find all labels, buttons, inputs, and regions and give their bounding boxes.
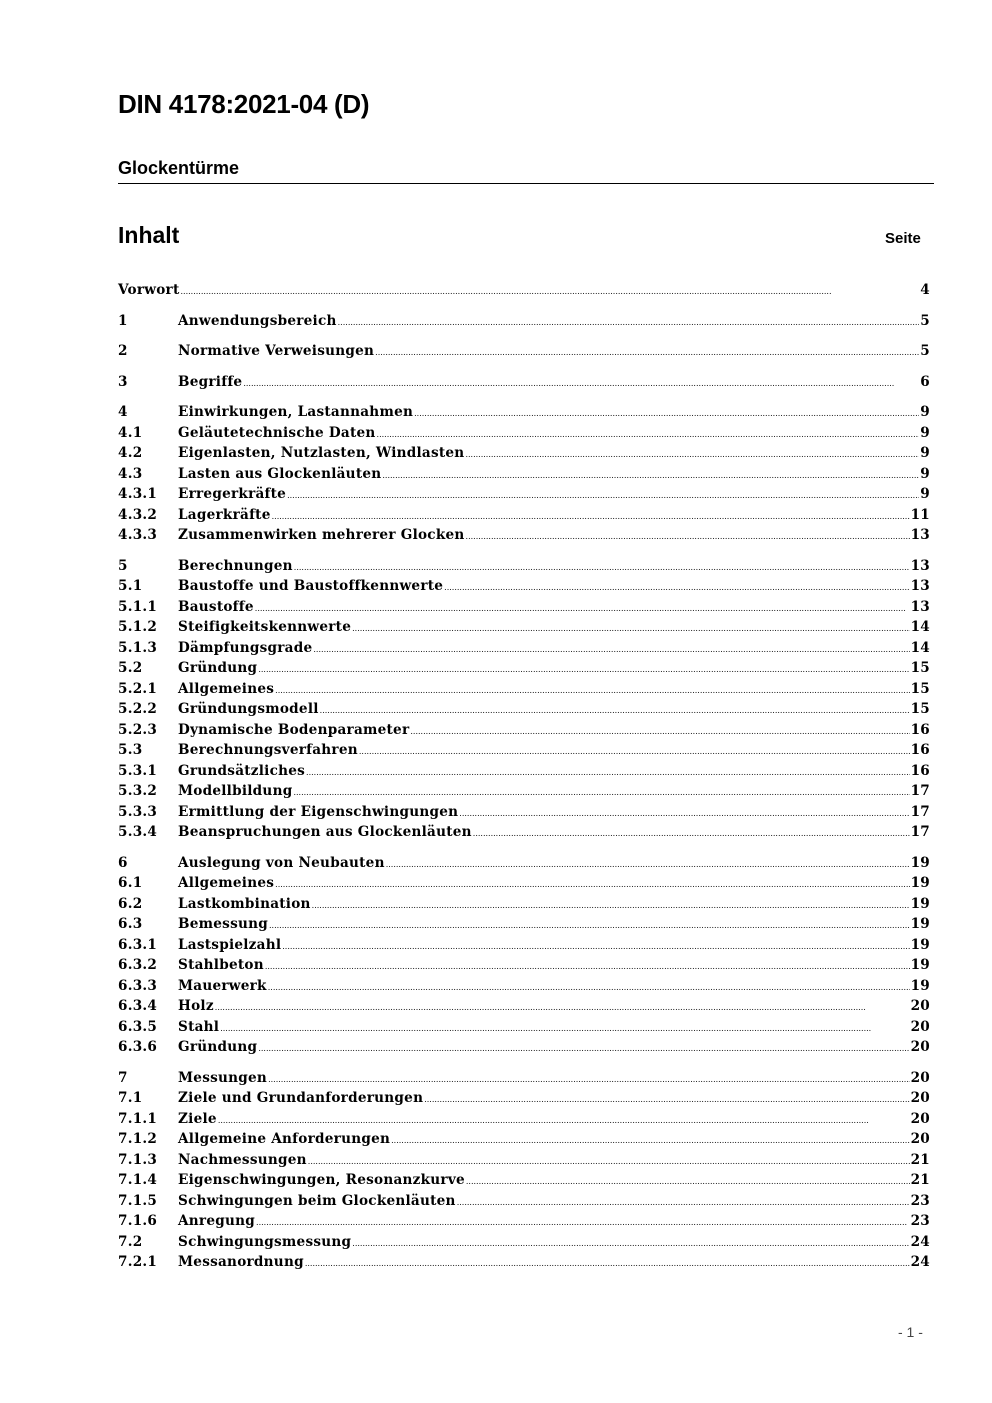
toc-entry-page: 16	[910, 721, 930, 738]
toc-entry-title: Zusammenwirken mehrerer Glocken	[178, 527, 465, 543]
toc-entry-page: 20	[910, 1039, 930, 1055]
document-subtitle: Glockentürme	[118, 158, 240, 178]
document-id: DIN 4178:2021-04 (D)	[118, 89, 370, 119]
toc-dot-leader	[308, 1150, 910, 1173]
toc-entry-number: 5.3.1	[118, 762, 158, 779]
toc-entry-number: 5.2.1	[118, 680, 158, 697]
toc-entry-number: 7.1.5	[118, 1192, 158, 1209]
toc-entry-page: 17	[910, 783, 930, 799]
toc-entry-number: 7.1.6	[118, 1213, 158, 1229]
toc-entry-page: 9	[920, 424, 930, 441]
toc-entry-page: 20	[910, 1018, 930, 1035]
toc-entry-page: 17	[910, 803, 930, 820]
toc-entry-title: Lastspielzahl	[178, 936, 282, 953]
toc-dot-leader	[312, 894, 910, 917]
toc-entry-number: 4.3.1	[118, 486, 158, 502]
toc-entry-title: Beanspruchungen aus Glockenläuten	[178, 824, 472, 840]
toc-entry-number: 3	[118, 373, 128, 390]
toc-entry[interactable]	[118, 955, 930, 976]
toc-entry-title: Lagerkräfte	[178, 506, 271, 523]
toc-entry-title: Erregerkräfte	[178, 486, 287, 502]
toc-entry[interactable]	[118, 761, 930, 782]
toc-entry[interactable]	[118, 914, 930, 935]
toc-entry[interactable]	[118, 853, 930, 874]
toc-dot-leader	[243, 372, 919, 395]
toc-entry[interactable]	[118, 464, 930, 485]
toc-entry[interactable]	[118, 402, 930, 423]
toc-dot-leader	[256, 1211, 910, 1234]
toc-dot-leader	[272, 505, 910, 528]
toc-entry-page: 13	[910, 578, 930, 594]
toc-dot-leader	[457, 1191, 910, 1214]
toc-entry-page: 20	[910, 998, 930, 1014]
toc-entry-title: Gründung	[178, 1039, 258, 1055]
toc-entry-title: Nachmessungen	[178, 1151, 307, 1168]
toc-entry[interactable]	[118, 822, 930, 843]
toc-dot-leader	[473, 822, 910, 845]
toc-entry-number: 7.1.2	[118, 1131, 158, 1147]
toc-entry-title: Berechnungen	[178, 557, 293, 574]
toc-dot-leader	[466, 525, 910, 548]
toc-entry[interactable]	[118, 679, 930, 700]
toc-entry[interactable]	[118, 1191, 930, 1212]
toc-entry-number: 6.3.1	[118, 936, 158, 953]
toc-entry-page: 14	[910, 639, 930, 656]
toc-dot-leader	[293, 781, 909, 804]
toc-entry[interactable]	[118, 976, 930, 997]
toc-dot-leader	[313, 638, 909, 661]
toc-entry-page: 9	[920, 404, 930, 420]
toc-dot-leader	[258, 658, 909, 681]
toc-entry[interactable]	[118, 597, 930, 618]
toc-entry-number: 5.3.3	[118, 803, 158, 820]
toc-entry-title: Allgemeine Anforderungen	[178, 1131, 391, 1147]
toc-entry-page: 19	[910, 957, 930, 973]
toc-dot-leader	[215, 996, 910, 1019]
toc-entry-page: 5	[920, 343, 930, 359]
toc-entry-number: 4.3.2	[118, 506, 158, 523]
toc-entry-title: Holz	[178, 998, 214, 1014]
toc-entry-page: 19	[910, 875, 930, 891]
toc-entry[interactable]	[118, 1088, 930, 1109]
toc-entry-title: Baustoffe	[178, 598, 254, 615]
toc-entry[interactable]	[118, 505, 930, 526]
toc-entry[interactable]	[118, 1150, 930, 1171]
toc-entry-page: 15	[910, 680, 930, 697]
toc-dot-leader	[359, 740, 910, 763]
toc-entry[interactable]	[118, 802, 930, 823]
toc-dot-leader	[306, 761, 910, 784]
toc-dot-leader	[338, 311, 920, 334]
toc-entry-number: 4.1	[118, 424, 143, 441]
toc-entry-title: Dämpfungsgrade	[178, 639, 313, 656]
toc-dot-leader	[268, 976, 910, 999]
toc-entry[interactable]	[118, 1252, 930, 1273]
toc-dot-leader	[255, 597, 910, 620]
toc-dot-leader	[265, 955, 910, 978]
toc-entry-page: 17	[910, 824, 930, 840]
toc-entry-title: Dynamische Bodenparameter	[178, 721, 410, 738]
toc-entry-title: Steifigkeitskennwerte	[178, 619, 352, 635]
toc-entry-number: 5.1.2	[118, 619, 158, 635]
page-number: - 1 -	[898, 1324, 923, 1340]
toc-dot-leader	[459, 802, 909, 825]
toc-entry-page: 23	[910, 1213, 930, 1229]
toc-entry[interactable]	[118, 311, 930, 332]
toc-entry-title: Auslegung von Neubauten	[178, 854, 385, 871]
toc-dot-leader	[382, 464, 919, 487]
toc-entry-title: Einwirkungen, Lastannahmen	[178, 404, 414, 420]
toc-dot-leader	[465, 443, 919, 466]
toc-entry-number: 6	[118, 854, 128, 871]
toc-entry-number: 5.3	[118, 742, 143, 758]
toc-entry[interactable]	[118, 525, 930, 546]
toc-entry-page: 21	[910, 1172, 930, 1188]
toc-entry-number: 2	[118, 343, 128, 359]
toc-entry-number: 7.1.1	[118, 1110, 158, 1127]
toc-entry[interactable]	[118, 1232, 930, 1253]
toc-dot-leader	[275, 873, 909, 896]
toc-entry-page: 9	[920, 445, 930, 461]
toc-entry-page: 20	[910, 1069, 930, 1086]
table-of-contents	[118, 280, 930, 1273]
toc-entry-number: 1	[118, 312, 128, 329]
toc-entry-page: 15	[910, 701, 930, 717]
toc-entry-number: 7	[118, 1069, 128, 1086]
toc-entry-title: Allgemeines	[178, 875, 275, 891]
toc-entry[interactable]	[118, 1109, 930, 1130]
toc-entry-page: 19	[910, 854, 930, 871]
toc-entry-page: 13	[910, 598, 930, 615]
toc-entry-page: 16	[910, 762, 930, 779]
toc-entry-page: 13	[910, 557, 930, 574]
toc-entry-page: 9	[920, 465, 930, 482]
toc-entry[interactable]	[118, 484, 930, 505]
toc-entry-title: Baustoffe und Baustoffkennwerte	[178, 578, 444, 594]
toc-entry-title: Stahl	[178, 1018, 220, 1035]
toc-entry[interactable]	[118, 1211, 930, 1232]
toc-entry-page: 4	[920, 282, 930, 298]
toc-entry-page: 13	[910, 527, 930, 543]
toc-entry-title: Ermittlung der Eigenschwingungen	[178, 803, 459, 820]
toc-entry-title: Ziele	[178, 1110, 217, 1127]
toc-entry-number: 4.2	[118, 445, 143, 461]
toc-dot-leader	[352, 617, 909, 640]
toc-entry-title: Messungen	[178, 1069, 268, 1086]
toc-dot-leader	[386, 853, 910, 876]
toc-dot-leader	[218, 1109, 910, 1132]
toc-entry-title: Anregung	[178, 1213, 256, 1229]
toc-entry-page: 19	[910, 916, 930, 932]
toc-entry-number: 7.1.3	[118, 1151, 158, 1168]
toc-entry-number: 6.3	[118, 916, 143, 932]
toc-entry-title: Messanordnung	[178, 1254, 304, 1270]
toc-entry[interactable]	[118, 894, 930, 915]
toc-entry-number: 6.3.6	[118, 1039, 158, 1055]
toc-entry-number: 5.2.3	[118, 721, 158, 738]
toc-entry-number: 6.3.2	[118, 957, 158, 973]
toc-dot-leader	[282, 935, 909, 958]
toc-entry[interactable]	[118, 1129, 930, 1150]
toc-entry-page: 5	[920, 312, 930, 329]
toc-entry-number: 4.3	[118, 465, 143, 482]
toc-entry-number: 5.1	[118, 578, 143, 594]
toc-entry-number: 6.3.3	[118, 977, 158, 994]
toc-entry-page: 14	[910, 619, 930, 635]
toc-entry-page: 21	[910, 1151, 930, 1168]
toc-entry-title: Bemessung	[178, 916, 268, 932]
toc-entry[interactable]	[118, 740, 930, 761]
title-divider	[118, 183, 934, 184]
toc-entry[interactable]	[118, 556, 930, 577]
toc-dot-leader	[377, 423, 920, 446]
toc-entry-number: 5.2	[118, 660, 143, 676]
toc-dot-leader	[181, 280, 920, 303]
toc-entry[interactable]	[118, 781, 930, 802]
toc-dot-leader	[466, 1170, 910, 1193]
toc-entry-number: 4	[118, 404, 128, 420]
toc-entry-page: 15	[910, 660, 930, 676]
toc-dot-leader	[275, 679, 909, 702]
toc-page-column-label: Seite	[885, 230, 921, 247]
toc-entry-page: 20	[910, 1110, 930, 1127]
toc-entry-page: 24	[910, 1233, 930, 1250]
toc-entry-number: 5.3.4	[118, 824, 158, 840]
toc-entry[interactable]	[118, 935, 930, 956]
toc-entry-title: Schwingungen beim Glockenläuten	[178, 1192, 456, 1209]
toc-dot-leader	[414, 402, 919, 425]
toc-entry[interactable]	[118, 372, 930, 393]
toc-entry-number: 7.2	[118, 1233, 143, 1250]
toc-dot-leader	[375, 341, 919, 364]
toc-entry-number: 5.1.3	[118, 639, 158, 656]
toc-entry-page: 19	[910, 936, 930, 953]
toc-entry-number: 5.3.2	[118, 783, 158, 799]
toc-entry[interactable]	[118, 658, 930, 679]
toc-entry-number: 7.1	[118, 1090, 143, 1106]
toc-entry-page: 23	[910, 1192, 930, 1209]
toc-entry[interactable]	[118, 617, 930, 638]
toc-entry-number: 4.3.3	[118, 527, 158, 543]
toc-entry[interactable]	[118, 720, 930, 741]
toc-dot-leader	[320, 699, 910, 722]
toc-entry-page: 16	[910, 742, 930, 758]
toc-entry-page: 11	[910, 506, 930, 523]
toc-entry-title: Gründungsmodell	[178, 701, 319, 717]
toc-entry[interactable]	[118, 576, 930, 597]
toc-entry[interactable]	[118, 1017, 930, 1038]
toc-dot-leader	[444, 576, 909, 599]
toc-entry-title: Begriffe	[178, 373, 243, 390]
toc-dot-leader	[287, 484, 919, 507]
toc-dot-leader	[294, 556, 910, 579]
toc-entry-title: Ziele und Grundanforderungen	[178, 1090, 424, 1106]
toc-entry-page: 20	[910, 1131, 930, 1147]
toc-entry-number: 5.1.1	[118, 598, 158, 615]
toc-entry-number: 7.2.1	[118, 1254, 158, 1270]
toc-entry-title: Schwingungsmessung	[178, 1233, 352, 1250]
toc-entry-title: Normative Verweisungen	[178, 343, 375, 359]
toc-entry-title: Gründung	[178, 660, 258, 676]
toc-entry-number: 6.3.4	[118, 998, 158, 1014]
toc-entry-title: Vorwort	[118, 282, 180, 298]
toc-entry[interactable]	[118, 1170, 930, 1191]
toc-entry-title: Modellbildung	[178, 783, 293, 799]
toc-entry-page: 24	[910, 1254, 930, 1270]
toc-entry-title: Stahlbeton	[178, 957, 264, 973]
toc-entry-title: Mauerwerk	[178, 977, 267, 994]
toc-entry[interactable]	[118, 341, 930, 362]
toc-entry-page: 9	[920, 486, 930, 502]
toc-entry-number: 6.2	[118, 895, 143, 912]
toc-entry-title: Geläutetechnische Daten	[178, 424, 376, 441]
toc-dot-leader	[268, 1068, 910, 1091]
toc-entry-title: Lastkombination	[178, 895, 311, 912]
toc-entry-number: 6.3.5	[118, 1018, 158, 1035]
toc-entry[interactable]	[118, 873, 930, 894]
toc-dot-leader	[269, 914, 910, 937]
toc-entry-title: Anwendungsbereich	[178, 312, 337, 329]
toc-entry[interactable]	[118, 423, 930, 444]
toc-entry[interactable]	[118, 638, 930, 659]
toc-entry-number: 7.1.4	[118, 1172, 158, 1188]
toc-dot-leader	[424, 1088, 909, 1111]
toc-entry-title: Lasten aus Glockenläuten	[178, 465, 382, 482]
toc-entry-title: Allgemeines	[178, 680, 275, 697]
toc-entry-number: 5	[118, 557, 128, 574]
toc-dot-leader	[352, 1232, 909, 1255]
toc-entry-title: Eigenlasten, Nutzlasten, Windlasten	[178, 445, 465, 461]
toc-entry[interactable]	[118, 443, 930, 464]
toc-entry-page: 19	[910, 977, 930, 994]
toc-entry[interactable]	[118, 280, 930, 301]
toc-heading: Inhalt	[118, 222, 180, 248]
toc-entry[interactable]	[118, 1068, 930, 1089]
toc-entry-title: Berechnungsverfahren	[178, 742, 358, 758]
toc-entry-title: Eigenschwingungen, Resonanzkurve	[178, 1172, 465, 1188]
toc-entry-page: 6	[920, 373, 930, 390]
toc-entry-number: 6.1	[118, 875, 143, 891]
toc-entry[interactable]	[118, 699, 930, 720]
toc-entry-title: Grundsätzliches	[178, 762, 306, 779]
toc-entry-number: 5.2.2	[118, 701, 158, 717]
toc-dot-leader	[220, 1017, 909, 1040]
toc-dot-leader	[391, 1129, 909, 1152]
toc-entry-page: 19	[910, 895, 930, 912]
toc-entry[interactable]	[118, 1037, 930, 1058]
toc-dot-leader	[305, 1252, 910, 1275]
toc-entry[interactable]	[118, 996, 930, 1017]
toc-dot-leader	[258, 1037, 909, 1060]
toc-entry-page: 20	[910, 1090, 930, 1106]
toc-dot-leader	[410, 720, 909, 743]
